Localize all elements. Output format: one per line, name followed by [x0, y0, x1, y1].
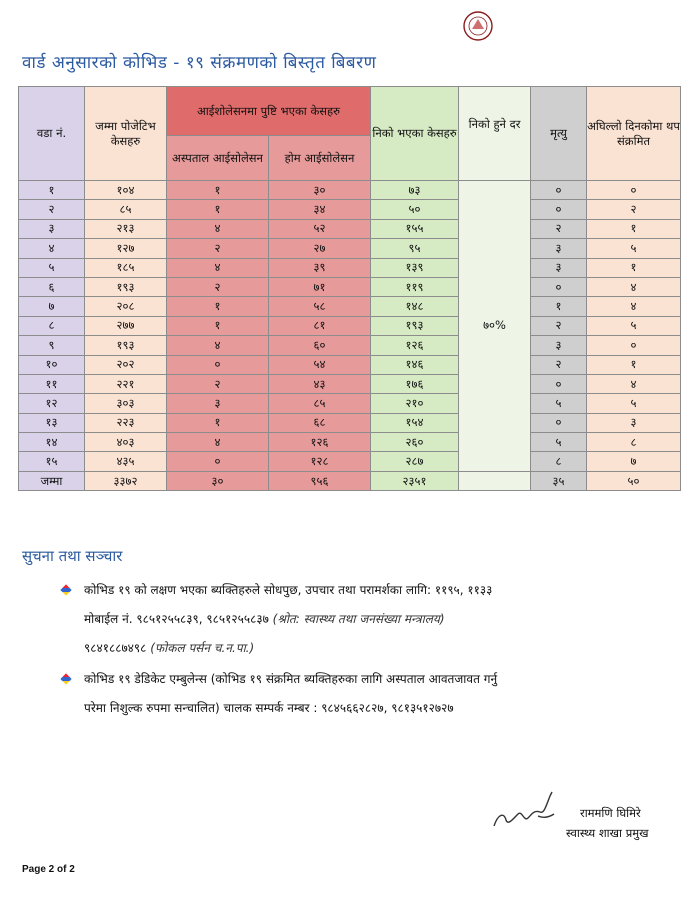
- focal-note: (फोकल पर्सन च.न.पा.): [150, 641, 255, 655]
- table-row: [19, 277, 681, 296]
- cell-home: ३०: [269, 181, 371, 200]
- header-hospital-isolation: अस्पताल आईसोलेसन: [167, 136, 269, 181]
- cell-recovered: १२६: [371, 336, 459, 355]
- cell-positive: २०२: [85, 355, 167, 374]
- cell-deaths: ०: [531, 374, 587, 393]
- cell-home: ४३: [269, 374, 371, 393]
- header-ward: वडा नं.: [19, 87, 85, 181]
- cell-recovered: ९५: [371, 239, 459, 258]
- cell-deaths: ५: [531, 433, 587, 452]
- cell-ward: १०: [19, 355, 85, 374]
- table-row: [19, 316, 681, 335]
- cell-prev-day: ४: [587, 297, 681, 316]
- cell-deaths: ०: [531, 277, 587, 296]
- table-row: [19, 219, 681, 238]
- cell-deaths: ०: [531, 181, 587, 200]
- total-hospital: ३०: [167, 471, 269, 490]
- cell-ward: ६: [19, 277, 85, 296]
- cell-prev-day: १: [587, 258, 681, 277]
- info-item-1-line-3: [84, 634, 654, 663]
- cell-home: ५८: [269, 297, 371, 316]
- cell-deaths: २: [531, 219, 587, 238]
- header-home-isolation: होम आईसोलेसन: [269, 136, 371, 181]
- cell-ward: ९: [19, 336, 85, 355]
- cell-home: ५२: [269, 219, 371, 238]
- cell-recovered: १४६: [371, 355, 459, 374]
- cell-prev-day: ५: [587, 316, 681, 335]
- cell-hospital: ४: [167, 433, 269, 452]
- cell-ward: ५: [19, 258, 85, 277]
- table-row: [19, 413, 681, 432]
- cell-deaths: २: [531, 316, 587, 335]
- cell-positive: २०८: [85, 297, 167, 316]
- table-row: [19, 452, 681, 471]
- cell-positive: १२७: [85, 239, 167, 258]
- cell-home: ३४: [269, 200, 371, 219]
- cell-hospital: १: [167, 316, 269, 335]
- cell-prev-day: ८: [587, 433, 681, 452]
- cell-home: १२६: [269, 433, 371, 452]
- info-section-title: सुचना तथा सञ्चार: [22, 547, 123, 565]
- table-row: [19, 297, 681, 316]
- cell-home: ८५: [269, 394, 371, 413]
- cell-home: १२८: [269, 452, 371, 471]
- cell-prev-day: १: [587, 355, 681, 374]
- cell-prev-day: ३: [587, 413, 681, 432]
- page-number: Page 2 of 2: [22, 864, 75, 875]
- municipality-seal: [432, 8, 524, 72]
- cell-positive: २२३: [85, 413, 167, 432]
- cell-ward: १५: [19, 452, 85, 471]
- info-item-1-line-1: कोभिड १९ को लक्षण भएका ब्यक्तिहरुले सोधपुछ, उपचार तथा परामर्शका लागि: ११९५, ११३३: [84, 583, 493, 597]
- cell-recovered: २६०: [371, 433, 459, 452]
- cell-hospital: १: [167, 297, 269, 316]
- cell-positive: १८५: [85, 258, 167, 277]
- cell-hospital: ३: [167, 394, 269, 413]
- cell-hospital: २: [167, 277, 269, 296]
- header-prev-day-new: अघिल्लो दिनकोमा थप संक्रमित: [587, 87, 681, 181]
- signature-icon: [488, 788, 562, 834]
- table-row: [19, 374, 681, 393]
- cell-ward: १२: [19, 394, 85, 413]
- cell-hospital: १: [167, 181, 269, 200]
- total-home: ९५६: [269, 471, 371, 490]
- info-item-2-line-2: परेमा निशुल्क रुपमा सन्चालित) चालक सम्पर्क नम्बर : ९८४५६६२८२७, ९८१३५१२७२७: [84, 701, 454, 715]
- cell-recovered: १३९: [371, 258, 459, 277]
- table-row: [19, 181, 681, 200]
- source-note: (श्रोत: स्वास्थ्य तथा जनसंख्या मन्त्रालय): [272, 612, 445, 626]
- cell-ward: ७: [19, 297, 85, 316]
- total-label: जम्मा: [19, 471, 85, 490]
- cell-prev-day: ४: [587, 374, 681, 393]
- cell-hospital: २: [167, 239, 269, 258]
- info-item-1-line-2: [84, 605, 654, 634]
- cell-recovered: २८७: [371, 452, 459, 471]
- cell-positive: १९३: [85, 336, 167, 355]
- cell-recovered: ७३: [371, 181, 459, 200]
- cell-deaths: २: [531, 355, 587, 374]
- cell-hospital: ०: [167, 452, 269, 471]
- cell-recovered: ५०: [371, 200, 459, 219]
- cell-hospital: १: [167, 413, 269, 432]
- bullet-icon: [60, 584, 71, 595]
- table-row: [19, 239, 681, 258]
- cell-positive: ८५: [85, 200, 167, 219]
- cell-ward: १३: [19, 413, 85, 432]
- cell-prev-day: १: [587, 219, 681, 238]
- cell-hospital: १: [167, 200, 269, 219]
- cell-deaths: ८: [531, 452, 587, 471]
- cell-prev-day: ७: [587, 452, 681, 471]
- cell-positive: ४३५: [85, 452, 167, 471]
- cell-hospital: ४: [167, 258, 269, 277]
- cell-recovered: १९३: [371, 316, 459, 335]
- total-row: [19, 471, 681, 490]
- table-row: [19, 394, 681, 413]
- cell-prev-day: ५: [587, 394, 681, 413]
- signatory-name: राममणि घिमिरे: [580, 806, 641, 820]
- cell-deaths: ०: [531, 413, 587, 432]
- seal-emblem-icon: [432, 8, 524, 72]
- cell-ward: ४: [19, 239, 85, 258]
- total-rate-empty: [459, 471, 531, 490]
- header-deaths: मृत्यु: [531, 87, 587, 181]
- cell-recovery-rate: ७०%: [459, 181, 531, 472]
- cell-recovered: १५५: [371, 219, 459, 238]
- cell-deaths: ३: [531, 258, 587, 277]
- cell-ward: ३: [19, 219, 85, 238]
- cell-deaths: ३: [531, 336, 587, 355]
- cell-prev-day: ४: [587, 277, 681, 296]
- cell-deaths: ०: [531, 200, 587, 219]
- cell-ward: ८: [19, 316, 85, 335]
- cell-home: ५४: [269, 355, 371, 374]
- table-row: [19, 355, 681, 374]
- cell-ward: १४: [19, 433, 85, 452]
- bullet-icon: [60, 673, 71, 684]
- cell-recovered: १४८: [371, 297, 459, 316]
- cell-prev-day: ०: [587, 336, 681, 355]
- page-title: वार्ड अनुसारको कोभिड - १९ संक्रमणको बिस्तृत बिबरण: [22, 53, 377, 73]
- cell-positive: २२१: [85, 374, 167, 393]
- cell-recovered: १५४: [371, 413, 459, 432]
- cell-deaths: ५: [531, 394, 587, 413]
- cell-deaths: ३: [531, 239, 587, 258]
- header-isolation-group: आईशोलेसनमा पुष्टि भएका केसहरु: [167, 87, 371, 136]
- cell-home: ३९: [269, 258, 371, 277]
- cell-positive: २७७: [85, 316, 167, 335]
- cell-positive: २१३: [85, 219, 167, 238]
- cell-prev-day: ०: [587, 181, 681, 200]
- cell-ward: १: [19, 181, 85, 200]
- cell-hospital: ०: [167, 355, 269, 374]
- cell-recovered: ११९: [371, 277, 459, 296]
- cell-recovered: १७६: [371, 374, 459, 393]
- header-recovery-rate: निको हुने दर: [459, 87, 531, 181]
- cell-deaths: १: [531, 297, 587, 316]
- cell-hospital: २: [167, 374, 269, 393]
- info-item-2: [84, 665, 654, 723]
- cell-positive: १९३: [85, 277, 167, 296]
- total-deaths: ३५: [531, 471, 587, 490]
- cell-ward: २: [19, 200, 85, 219]
- cell-home: ६८: [269, 413, 371, 432]
- info-item-1: [84, 576, 654, 663]
- cell-positive: १०४: [85, 181, 167, 200]
- cell-hospital: ४: [167, 336, 269, 355]
- cell-positive: ४०३: [85, 433, 167, 452]
- cell-prev-day: ५: [587, 239, 681, 258]
- cell-positive: ३०३: [85, 394, 167, 413]
- mobile-numbers: मोबाईल नं. ९८५१२५५८३९, ९८५१२५५८३७: [84, 612, 269, 626]
- signatory-role: स्वास्थ्य शाखा प्रमुख: [566, 826, 649, 840]
- ward-covid-table: [18, 86, 681, 491]
- table-row: [19, 433, 681, 452]
- cell-recovered: २१०: [371, 394, 459, 413]
- focal-number: ९८४१८८७४९८: [84, 641, 147, 655]
- info-item-2-line-1: कोभिड १९ डेडिकेट एम्बुलेन्स (कोभिड १९ संक्रमित ब्यक्तिहरुका लागि अस्पताल आवतजावत गर्नु: [84, 672, 498, 686]
- cell-hospital: ४: [167, 219, 269, 238]
- total-positive: ३३७२: [85, 471, 167, 490]
- header-recovered: निको भएका केसहरु: [371, 87, 459, 181]
- cell-home: ७१: [269, 277, 371, 296]
- table-row: [19, 336, 681, 355]
- cell-home: ८१: [269, 316, 371, 335]
- table-row: [19, 258, 681, 277]
- total-prev-day: ५०: [587, 471, 681, 490]
- total-recovered: २३५१: [371, 471, 459, 490]
- cell-ward: ११: [19, 374, 85, 393]
- cell-home: २७: [269, 239, 371, 258]
- table-row: [19, 200, 681, 219]
- cell-prev-day: २: [587, 200, 681, 219]
- cell-home: ६०: [269, 336, 371, 355]
- header-total-positive: जम्मा पोजेटिभ केसहरु: [85, 87, 167, 181]
